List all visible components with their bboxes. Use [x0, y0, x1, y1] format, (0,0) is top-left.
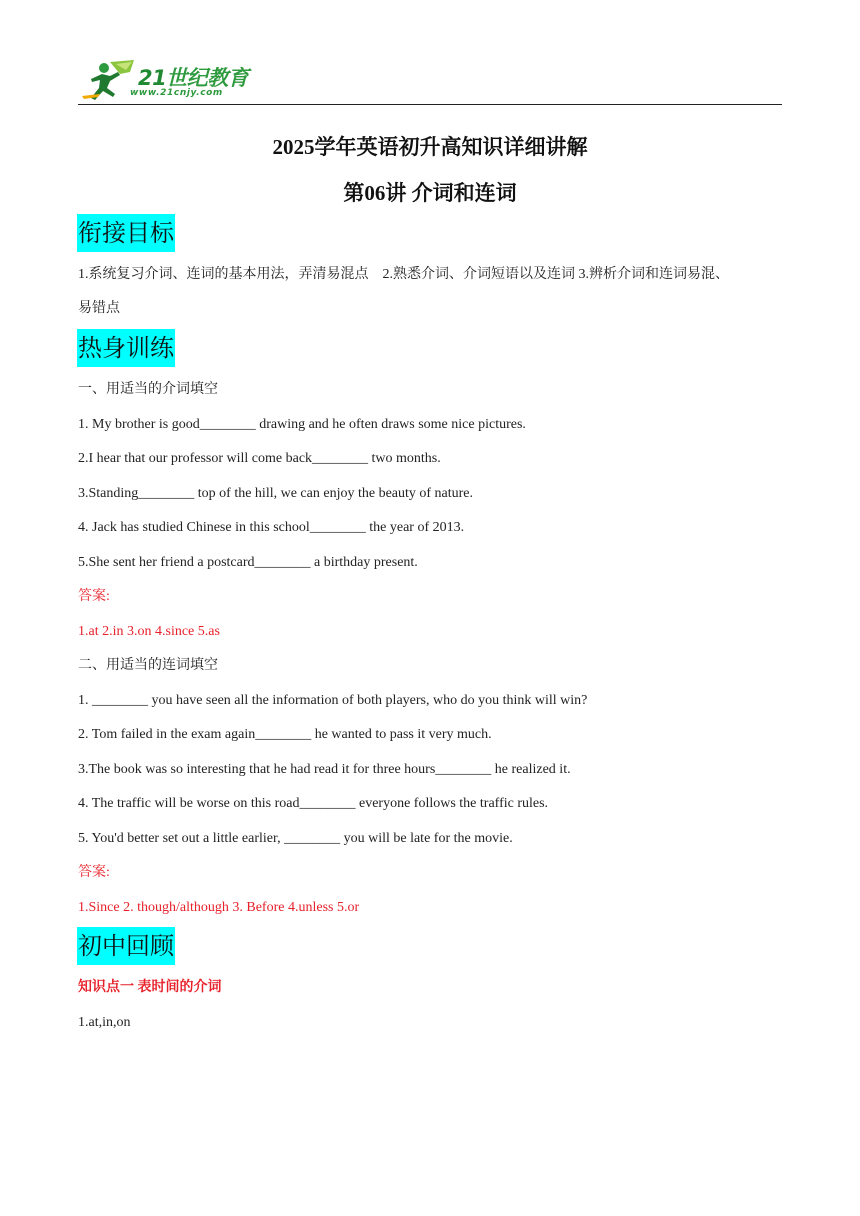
part2-answer: 1.Since 2. though/although 3. Before 4.unless 5.or — [78, 900, 360, 915]
exercise-item: 3.Standing________ top of the hill, we can enjoy the beauty of nature. — [78, 486, 474, 501]
answer-label: 答案: — [78, 865, 110, 880]
exercise-item: 5. You'd better set out a little earlier, ________ you will be late for the movie. — [78, 831, 513, 846]
document-title: 2025学年英语初升高知识详细讲解 — [272, 135, 588, 159]
goals-text-line-1: 1.系统复习介词、连词的基本用法，弄清易混点 2.熟悉介词、介词短语以及连词 3.辨析介词和连词易混、 — [78, 267, 729, 282]
runner-logo-icon — [80, 60, 136, 102]
section-heading-review: 初中回顾 — [77, 927, 175, 965]
logo-wordmark-number: 21 — [138, 66, 167, 90]
knowledge-point-line: 1.at,in,on — [78, 1015, 131, 1030]
part1-answer: 1.at 2.in 3.on 4.since 5.as — [78, 624, 220, 639]
exercise-item: 1. My brother is good________ drawing and he often draws some nice pictures. — [78, 417, 526, 432]
page-header — [78, 58, 782, 106]
goals-text-line-2: 易错点 — [78, 301, 120, 316]
exercise-item: 5.She sent her friend a postcard________ a birthday present. — [78, 555, 418, 570]
section-heading-warmup: 热身训练 — [77, 329, 175, 367]
knowledge-point-title: 知识点一 表时间的介词 — [78, 980, 222, 995]
section-heading-goals: 衔接目标 — [77, 214, 175, 252]
answer-label: 答案: — [78, 589, 110, 604]
logo-url: www.21cnjy.com — [130, 88, 223, 98]
part2-title: 二、用适当的连词填空 — [78, 658, 218, 673]
logo-wordmark-text: 世纪教育 — [166, 66, 249, 90]
exercise-item: 4. The traffic will be worse on this road________ everyone follows the traffic rules. — [78, 796, 549, 811]
exercise-item: 2. Tom failed in the exam again________ he wanted to pass it very much. — [78, 727, 492, 742]
exercise-item: 4. Jack has studied Chinese in this school________ the year of 2013. — [78, 520, 465, 535]
exercise-item: 1. ________ you have seen all the information of both players, who do you think will win? — [78, 693, 588, 708]
exercise-item: 2.I hear that our professor will come back________ two months. — [78, 451, 441, 466]
document-subtitle: 第06讲 介词和连词 — [343, 181, 517, 205]
part1-title: 一、用适当的介词填空 — [78, 382, 218, 397]
exercise-item: 3.The book was so interesting that he had read it for three hours________ he realized it. — [78, 762, 571, 777]
header-divider — [78, 104, 782, 105]
